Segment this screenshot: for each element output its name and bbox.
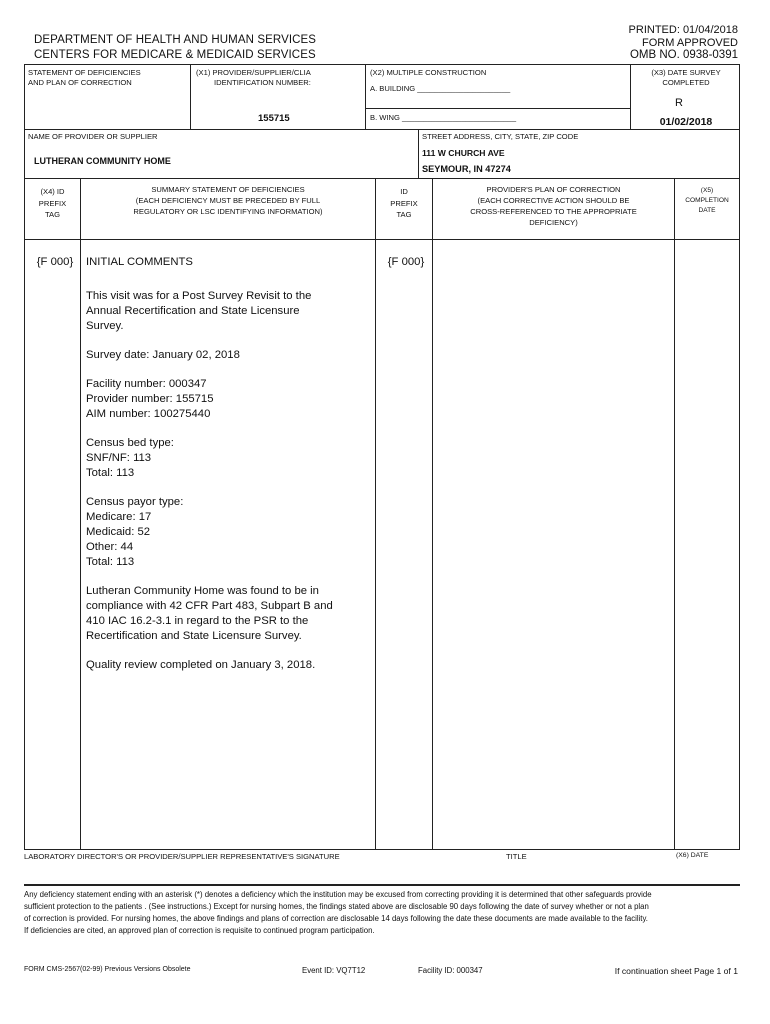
survey-completed-date: 01/02/2018 bbox=[659, 116, 713, 128]
x4-prefix-tag-header: (X4) ID PREFIX TAG bbox=[38, 187, 67, 219]
provider-name-label: NAME OF PROVIDER OR SUPPLIER bbox=[28, 132, 158, 141]
id-prefix-tag-header: ID PREFIX TAG bbox=[390, 187, 418, 219]
agency-header bbox=[34, 33, 316, 63]
comment-paragraph: Survey date: January 02, 2018 bbox=[86, 349, 240, 361]
title-label: TITLE bbox=[506, 852, 527, 861]
comment-paragraph: Census payor type: Medicare: 17 Medicaid: 52 Other: 44 Total: 113 bbox=[86, 496, 184, 568]
comment-paragraph: Facility number: 000347 Provider number: 155715 AIM number: 100275440 bbox=[86, 378, 214, 420]
left-prefix-tag: {F 000} bbox=[36, 256, 74, 268]
signature-date-label: (X6) DATE bbox=[676, 852, 709, 859]
provider-id-number: 155715 bbox=[258, 113, 290, 124]
comment-paragraph: Quality review completed on January 3, 2018. bbox=[86, 659, 316, 671]
initial-comments-heading: INITIAL COMMENTS bbox=[86, 256, 193, 268]
summary-statement-header: SUMMARY STATEMENT OF DEFICIENCIES (EACH DEFICIENCY MUST BE PRECEDED BY FULL REGULATORY OR LSC IDENTIFYING INFORMATION) bbox=[133, 185, 323, 216]
facility-id: Facility ID: 000347 bbox=[418, 966, 483, 975]
comment-paragraph: This visit was for a Post Survey Revisit to the Annual Recertification and State Licensure Survey. bbox=[86, 290, 312, 332]
street-address-label: STREET ADDRESS, CITY, STATE, ZIP CODE bbox=[422, 132, 579, 141]
completion-date-header: (X5) COMPLETION DATE bbox=[685, 187, 729, 214]
comments-body bbox=[86, 289, 372, 687]
building-field: A. BUILDING ______________________ bbox=[370, 84, 511, 93]
form-approved-label: FORM APPROVED bbox=[642, 36, 738, 49]
centers-name: CENTERS FOR MEDICARE & MEDICAID SERVICES bbox=[34, 49, 316, 61]
comment-paragraph: Lutheran Community Home was found to be in compliance with 42 CFR Part 483, Subpart B and 410 IAC 16.2-3.1 in regard to the PSR to the Recertification and State Licensure Survey. bbox=[86, 585, 333, 642]
city-state-zip: SEYMOUR, IN 47274 bbox=[422, 164, 511, 174]
department-name: DEPARTMENT OF HEALTH AND HUMAN SERVICES bbox=[34, 34, 317, 46]
plan-of-correction-header: PROVIDER'S PLAN OF CORRECTION (EACH CORRECTIVE ACTION SHOULD BE CROSS-REFERENCED TO THE APPROPRIATE DEFICIENCY) bbox=[470, 185, 637, 227]
wing-field: B. WING ___________________________ bbox=[370, 113, 517, 122]
provider-name: LUTHERAN COMMUNITY HOME bbox=[34, 156, 171, 166]
omb-number: OMB NO. 0938-0391 bbox=[629, 49, 738, 61]
printed-date: PRINTED: 01/04/2018 bbox=[628, 24, 738, 36]
signature-label: LABORATORY DIRECTOR'S OR PROVIDER/SUPPLIER REPRESENTATIVE'S SIGNATURE bbox=[24, 852, 340, 861]
continuation-page: If continuation sheet Page 1 of 1 bbox=[614, 966, 738, 976]
form-approval-block bbox=[629, 24, 738, 62]
street-address: 111 W CHURCH AVE bbox=[422, 148, 505, 158]
provider-id-label: (X1) PROVIDER/SUPPLIER/CLIA IDENTIFICATION NUMBER: bbox=[196, 68, 311, 87]
comment-paragraph: Census bed type: SNF/NF: 113 Total: 113 bbox=[86, 437, 174, 479]
right-prefix-tag: {F 000} bbox=[387, 256, 425, 268]
disclaimer-text: Any deficiency statement ending with an asterisk (*) denotes a deficiency which the institution may be excused from correcting providing it is determined that other safeguards provide sufficient protection to the patients . (See instructions.) Except for nursing homes, the findings stated above are disclosable 90 days following the date of survey whether or not a plan of correction is provided. For nursing homes, the above findings and plans of correction are disclosable 14 days following the date these documents are made available to the facility. If deficiencies are cited, an approved plan of correction is requisite to continued program participation. bbox=[24, 890, 652, 935]
survey-type-code: R bbox=[675, 97, 683, 109]
date-survey-completed-label: (X3) DATE SURVEY COMPLETED bbox=[651, 68, 721, 87]
form-number: FORM CMS-2567(02-99) Previous Versions Obsolete bbox=[24, 966, 191, 973]
event-id: Event ID: VQ7T12 bbox=[302, 966, 366, 975]
multiple-construction-label: (X2) MULTIPLE CONSTRUCTION bbox=[370, 68, 487, 77]
statement-of-deficiencies-label: STATEMENT OF DEFICIENCIES AND PLAN OF CORRECTION bbox=[28, 68, 141, 87]
